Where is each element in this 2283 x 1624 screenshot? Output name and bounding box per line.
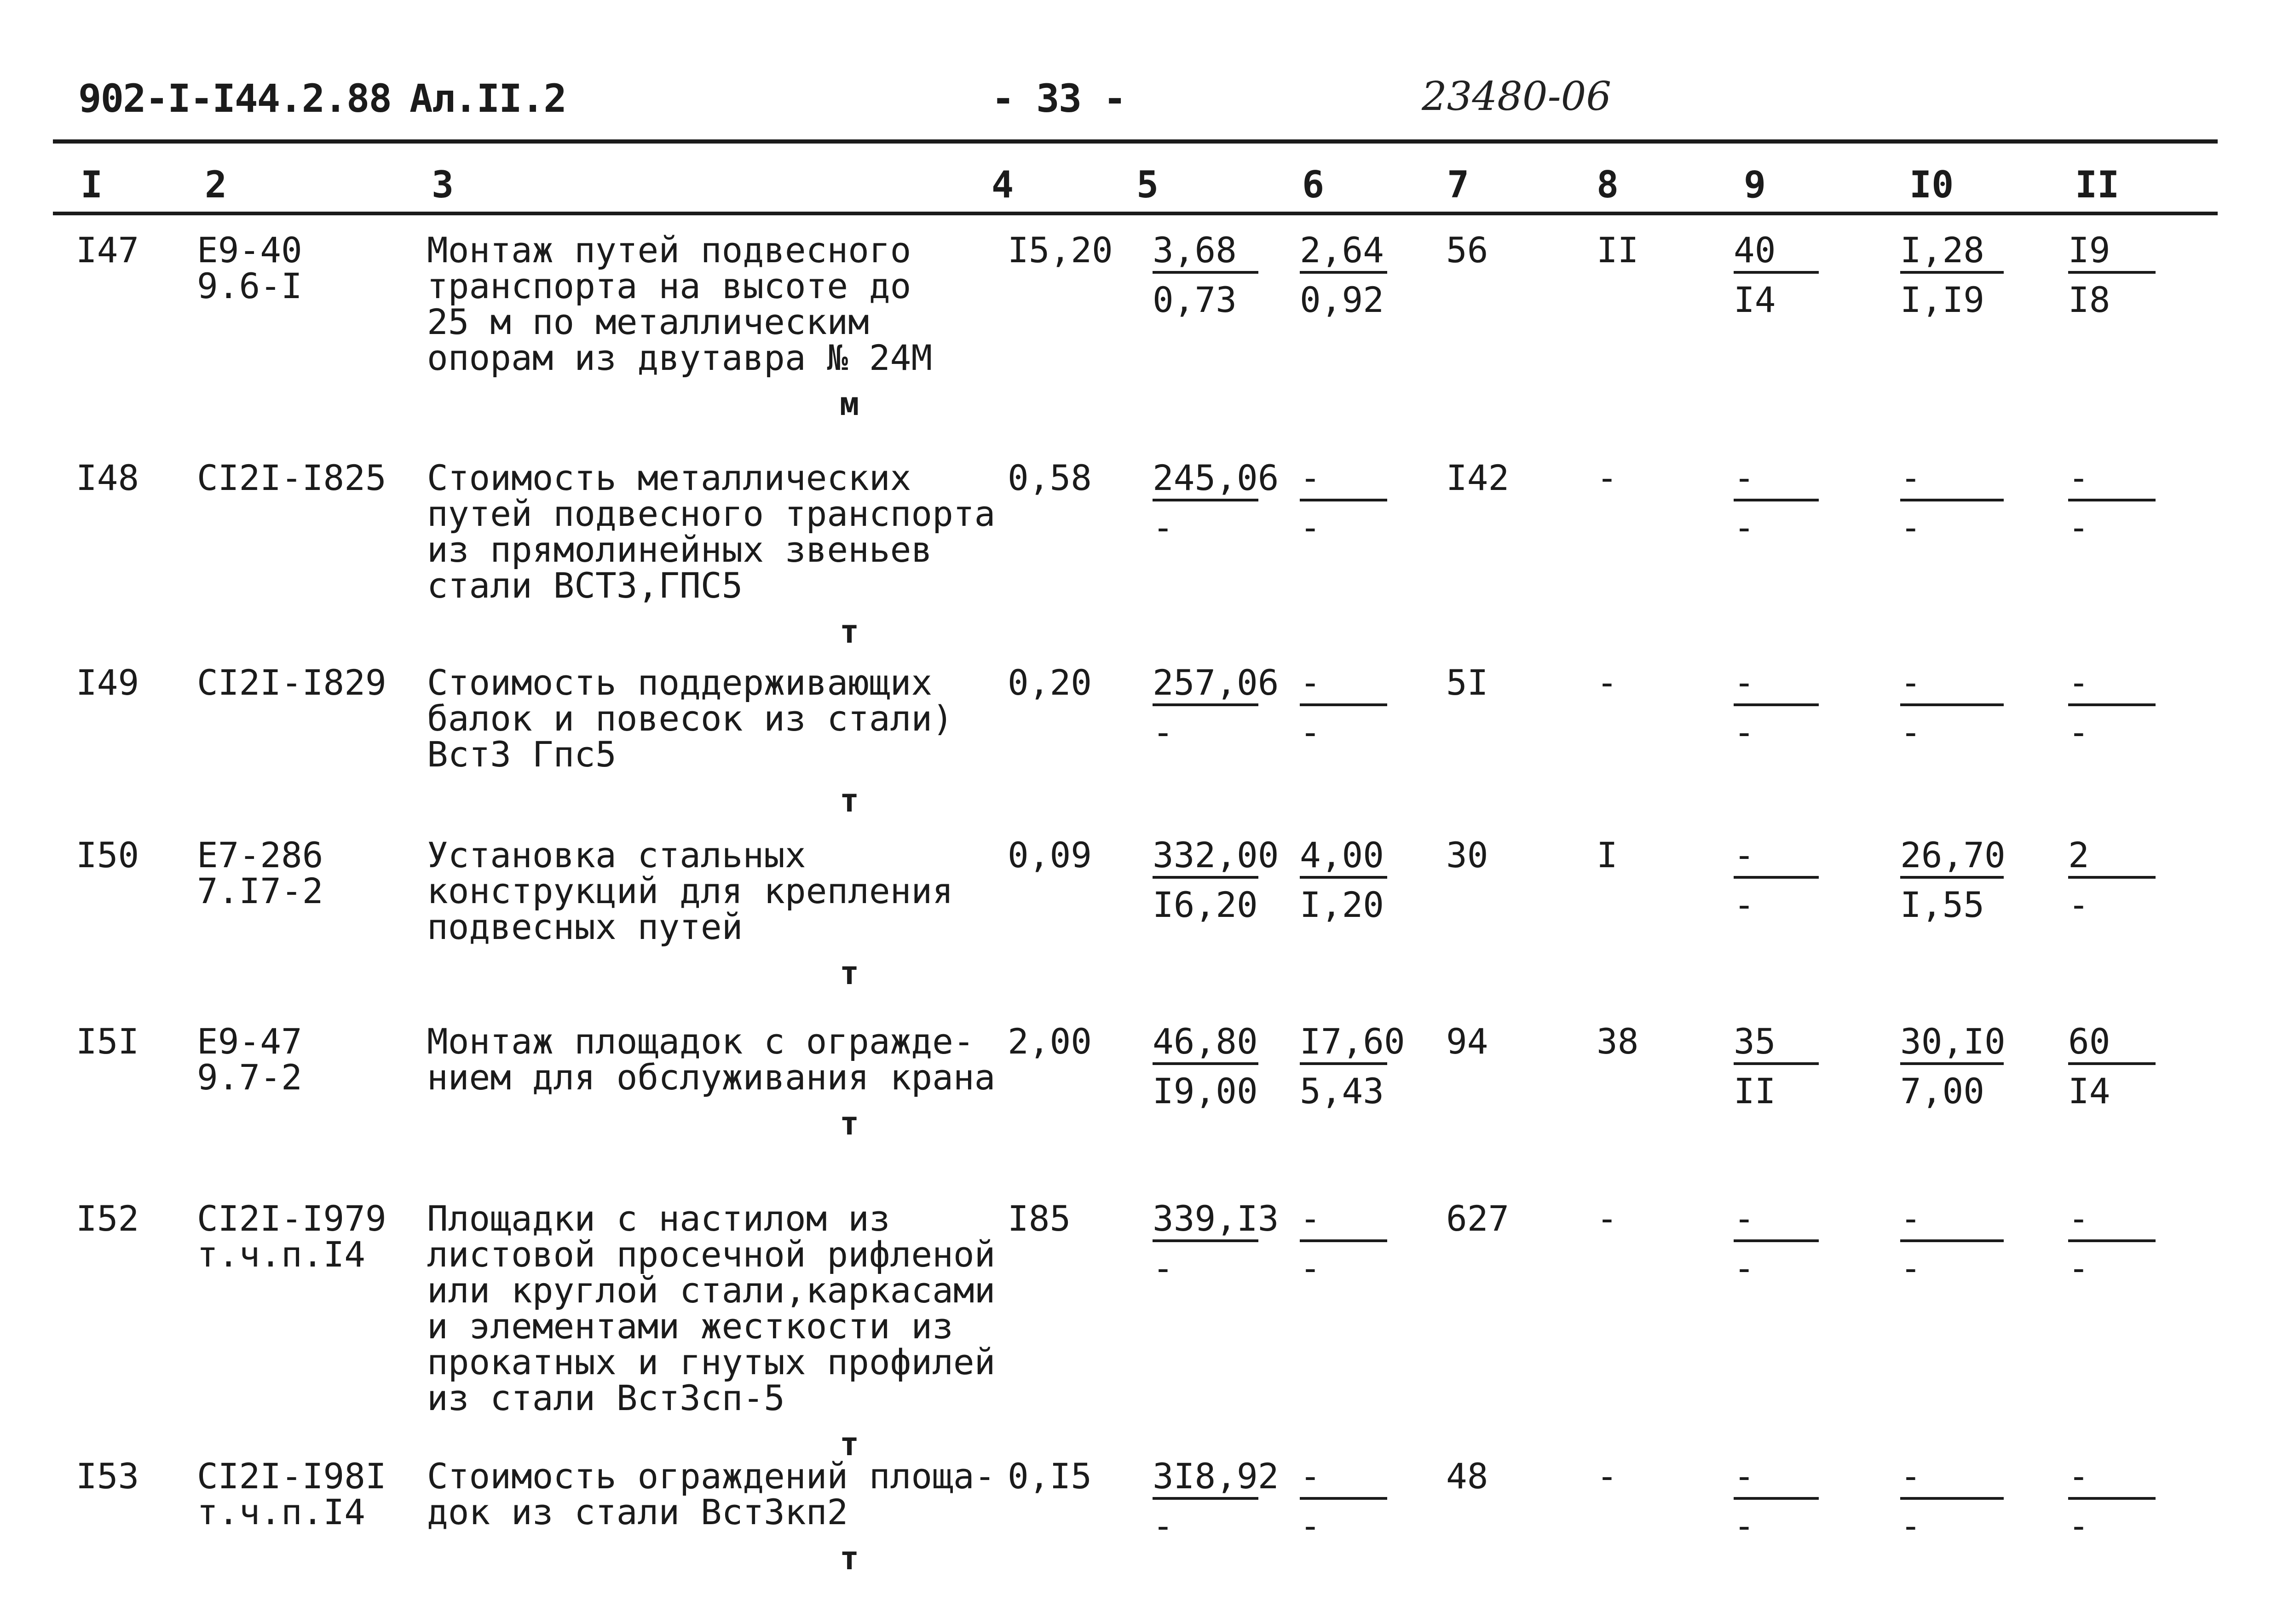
price-code-line: E9-47 (197, 1021, 302, 1062)
fraction-cell-c5 (1153, 457, 1279, 548)
fraction-numerator: 339,I3 (1153, 1201, 1258, 1242)
fraction-numerator: I,28 (1900, 232, 2004, 274)
work-description (427, 662, 953, 775)
fraction-denominator: - (2068, 507, 2089, 548)
price-code (197, 232, 302, 304)
fraction-cell-c9 (1734, 837, 1819, 923)
description-line: балок и повесок из стали) (427, 698, 953, 739)
fraction-denominator: - (1734, 1248, 1755, 1289)
description-line: Монтаж путей подвесного (427, 230, 911, 271)
fraction-cell-c6 (1300, 837, 1387, 923)
fraction-denominator: I,I9 (1900, 279, 1985, 320)
fraction-numerator: 3I8,92 (1153, 1458, 1258, 1500)
fraction-denominator: - (1900, 1248, 1921, 1289)
price-code-line: CI2I-I979 (197, 1198, 386, 1239)
work-description (427, 457, 996, 606)
inventory-number: 23480-06 (1422, 74, 1612, 120)
fraction-numerator: 60 (2068, 1024, 2156, 1065)
total-cost: 627 (1446, 1198, 1510, 1239)
total-cost: 5I (1446, 662, 1488, 703)
fraction-denominator: - (1300, 712, 1321, 753)
fraction-denominator: - (2068, 1505, 2089, 1546)
fraction-denominator: I8 (2068, 279, 2110, 320)
fraction-numerator: - (1300, 1458, 1387, 1500)
row-number: I47 (76, 230, 139, 271)
description-line: и элементами жесткости из (427, 1306, 953, 1347)
description-line: опорам из двутавра № 24М (427, 337, 933, 378)
fraction-cell-c5 (1153, 1198, 1279, 1289)
wages-total: II (1597, 230, 1639, 271)
col-header-6: 6 (1302, 163, 1325, 206)
fraction-cell-c11 (2068, 1458, 2156, 1544)
work-description (427, 837, 953, 945)
price-code-line: 9.6-I (197, 265, 302, 306)
wages-total: 38 (1597, 1021, 1639, 1062)
fraction-cell-c10 (1900, 1021, 2006, 1111)
description-line: из стали ВстЗсп-5 (427, 1377, 785, 1418)
fraction-numerator: - (1900, 1201, 2004, 1242)
fraction-denominator: - (1300, 507, 1321, 548)
description-line: транспорта на высоте до (427, 265, 911, 306)
quantity: I5,20 (1008, 230, 1113, 271)
measure-unit: т (840, 1539, 859, 1577)
quantity: 0,09 (1008, 835, 1092, 875)
fraction-numerator: - (1734, 665, 1819, 706)
total-cost: 48 (1446, 1456, 1488, 1497)
fraction-numerator: - (1734, 460, 1819, 501)
fraction-numerator: I9 (2068, 232, 2156, 274)
description-line: конструкций для крепления (427, 870, 953, 911)
fraction-numerator: - (2068, 460, 2156, 501)
wages-total: - (1597, 662, 1618, 703)
fraction-denominator: - (2068, 712, 2089, 753)
table-header-rule (53, 212, 2218, 215)
fraction-denominator: 0,92 (1300, 279, 1384, 320)
price-code-line: CI2I-I98I (197, 1456, 386, 1497)
fraction-cell-c6 (1300, 232, 1387, 318)
quantity: I85 (1008, 1198, 1071, 1239)
fraction-cell-c10 (1900, 457, 2004, 548)
fraction-denominator: - (1734, 712, 1755, 753)
fraction-denominator: - (1300, 1248, 1321, 1289)
fraction-cell-c11 (2068, 837, 2156, 923)
price-code (197, 1198, 386, 1275)
description-line: Стоимость ограждений площа- (427, 1456, 996, 1497)
fraction-cell-c5 (1153, 835, 1279, 925)
fraction-cell-c11 (2068, 457, 2156, 548)
description-line: Монтаж площадок с огражде- (427, 1021, 974, 1062)
quantity: 2,00 (1008, 1021, 1092, 1062)
row-number: I48 (76, 457, 139, 498)
work-description (427, 1458, 995, 1530)
fraction-numerator: - (2068, 665, 2156, 706)
description-line: листовой просечной рифленой (427, 1234, 996, 1275)
fraction-numerator: - (1734, 1201, 1819, 1242)
fraction-numerator: 3,68 (1153, 232, 1258, 274)
fraction-numerator: 40 (1734, 232, 1819, 274)
description-line: Установка стальных (427, 835, 806, 875)
measure-unit: т (840, 954, 859, 992)
fraction-cell-c11 (2068, 232, 2156, 318)
col-header-2: 2 (205, 163, 227, 206)
fraction-cell-c9 (1734, 1021, 1819, 1111)
fraction-denominator: - (1900, 712, 1921, 753)
fraction-denominator: 0,73 (1153, 279, 1237, 320)
measure-unit: т (840, 1105, 859, 1142)
fraction-numerator: - (1900, 665, 2004, 706)
fraction-cell-c6 (1300, 1458, 1387, 1544)
album-ref: Ал.II.2 (409, 76, 566, 121)
price-code-line: CI2I-I825 (197, 457, 386, 498)
price-code (197, 1458, 386, 1530)
fraction-cell-c5 (1153, 1456, 1279, 1546)
fraction-numerator: - (1734, 1458, 1819, 1500)
fraction-denominator: - (1734, 507, 1755, 548)
row-number: I5I (76, 1021, 139, 1062)
row-number: I49 (76, 662, 139, 703)
price-code (197, 837, 323, 909)
col-header-4: 4 (992, 163, 1014, 206)
description-line: прокатных и гнутых профилей (427, 1342, 996, 1382)
fraction-cell-c6 (1300, 1198, 1387, 1289)
fraction-denominator: I4 (1734, 279, 1776, 320)
page-number: - 33 - (992, 76, 1126, 121)
fraction-denominator: - (1153, 1505, 1174, 1546)
total-cost: 56 (1446, 230, 1488, 271)
wages-total: - (1597, 1456, 1618, 1497)
fraction-numerator: 257,06 (1153, 665, 1258, 706)
col-header-10: I0 (1909, 163, 1954, 206)
fraction-numerator: - (1300, 460, 1387, 501)
wages-total: - (1597, 457, 1618, 498)
fraction-numerator: - (1900, 460, 2004, 501)
description-line: нием для обслуживания крана (427, 1057, 996, 1098)
col-header-5: 5 (1136, 163, 1159, 206)
col-header-3: 3 (432, 163, 454, 206)
row-number: I50 (76, 835, 139, 875)
fraction-cell-c6 (1300, 1021, 1405, 1111)
fraction-cell-c5 (1153, 1021, 1258, 1111)
fraction-denominator: - (1734, 884, 1755, 925)
wages-total: - (1597, 1198, 1618, 1239)
description-line: 25 м по металлическим (427, 301, 869, 342)
fraction-denominator: - (1734, 1505, 1755, 1546)
price-code-line: т.ч.п.I4 (197, 1492, 366, 1532)
fraction-numerator: 30,I0 (1900, 1024, 2004, 1065)
col-header-9: 9 (1744, 163, 1766, 206)
fraction-denominator: - (2068, 884, 2089, 925)
fraction-cell-c10 (1900, 1198, 2004, 1289)
col-header-8: 8 (1597, 163, 1619, 206)
row-number: I53 (76, 1456, 139, 1497)
fraction-cell-c11 (2068, 1198, 2156, 1289)
fraction-numerator: I7,60 (1300, 1024, 1387, 1065)
description-line: или круглой стали,каркасами (427, 1270, 996, 1311)
fraction-cell-c9 (1734, 1198, 1819, 1289)
col-header-1: I (81, 163, 103, 206)
fraction-denominator: 7,00 (1900, 1071, 1985, 1111)
fraction-cell-c9 (1734, 232, 1819, 318)
doc-code: 902-I-I44.2.88 (78, 76, 392, 121)
description-line: Стоимость поддерживающих (427, 662, 933, 703)
price-code-line: CI2I-I829 (197, 662, 386, 703)
fraction-numerator: - (2068, 1201, 2156, 1242)
measure-unit: м (840, 385, 859, 423)
fraction-cell-c6 (1300, 457, 1387, 548)
fraction-numerator: - (1734, 837, 1819, 879)
fraction-numerator: 4,00 (1300, 837, 1387, 879)
fraction-denominator: - (1900, 507, 1921, 548)
quantity: 0,20 (1008, 662, 1092, 703)
fraction-numerator: 332,00 (1153, 837, 1258, 879)
fraction-cell-c5 (1153, 232, 1258, 318)
fraction-denominator: - (1300, 1505, 1321, 1546)
price-code-line: E9-40 (197, 230, 302, 271)
total-cost: I42 (1446, 457, 1510, 498)
fraction-denominator: I6,20 (1153, 884, 1258, 925)
work-description (427, 1021, 996, 1098)
fraction-denominator: I,20 (1300, 884, 1384, 925)
fraction-cell-c5 (1153, 662, 1279, 753)
price-code-line: 9.7-2 (197, 1057, 302, 1098)
fraction-cell-c10 (1900, 837, 2004, 923)
description-line: из прямолинейных звеньев (427, 529, 933, 570)
quantity: 0,I5 (1008, 1456, 1092, 1497)
fraction-cell-c9 (1734, 457, 1819, 548)
measure-unit: т (840, 1425, 859, 1463)
fraction-denominator: 5,43 (1300, 1071, 1384, 1111)
col-header-11: II (2075, 163, 2120, 206)
fraction-cell-c6 (1300, 662, 1387, 753)
fraction-denominator: - (1153, 1248, 1174, 1289)
table-top-rule (53, 139, 2218, 144)
fraction-cell-c10 (1900, 232, 2004, 318)
fraction-numerator: - (1300, 1201, 1387, 1242)
price-code (197, 662, 386, 703)
fraction-denominator: - (2068, 1248, 2089, 1289)
fraction-cell-c11 (2068, 662, 2156, 753)
fraction-numerator: 26,70 (1900, 837, 2004, 879)
fraction-cell-c9 (1734, 1458, 1819, 1544)
price-code-line: 7.I7-2 (197, 870, 323, 911)
row-number: I52 (76, 1198, 139, 1239)
work-description (427, 1198, 996, 1418)
description-line: стали ВСТЗ,ГПС5 (427, 565, 743, 606)
description-line: Площадки с настилом из (427, 1198, 890, 1239)
price-code-line: т.ч.п.I4 (197, 1234, 366, 1275)
fraction-cell-c9 (1734, 662, 1819, 753)
price-code (197, 1021, 302, 1098)
fraction-cell-c10 (1900, 662, 2004, 753)
fraction-denominator: - (1153, 712, 1174, 753)
wages-total: I (1597, 835, 1618, 875)
description-line: док из стали ВстЗкп2 (427, 1492, 848, 1532)
quantity: 0,58 (1008, 457, 1092, 498)
fraction-numerator: 2 (2068, 837, 2156, 879)
fraction-cell-c10 (1900, 1458, 2004, 1544)
fraction-denominator: - (1900, 1505, 1921, 1546)
measure-unit: т (840, 782, 859, 819)
fraction-numerator: 2,64 (1300, 232, 1387, 274)
fraction-numerator: 35 (1734, 1024, 1819, 1065)
total-cost: 94 (1446, 1021, 1488, 1062)
fraction-cell-c11 (2068, 1021, 2156, 1111)
fraction-denominator: I,55 (1900, 884, 1985, 925)
fraction-numerator: 46,80 (1153, 1024, 1258, 1065)
price-code-line: E7-286 (197, 835, 323, 875)
fraction-denominator: I4 (2068, 1071, 2110, 1111)
measure-unit: т (840, 613, 859, 651)
fraction-numerator: - (2068, 1458, 2156, 1500)
fraction-denominator: II (1734, 1071, 1776, 1111)
fraction-numerator: 245,06 (1153, 460, 1258, 501)
description-line: ВстЗ Гпс5 (427, 734, 617, 775)
description-line: подвесных путей (427, 906, 743, 947)
description-line: Стоимость металлических (427, 457, 911, 498)
fraction-numerator: - (1900, 1458, 2004, 1500)
fraction-numerator: - (1300, 665, 1387, 706)
col-header-7: 7 (1447, 163, 1470, 206)
price-code (197, 457, 386, 498)
description-line: путей подвесного транспорта (427, 493, 996, 534)
fraction-denominator: I9,00 (1153, 1071, 1258, 1111)
work-description (427, 232, 932, 376)
total-cost: 30 (1446, 835, 1488, 875)
fraction-denominator: - (1153, 507, 1174, 548)
